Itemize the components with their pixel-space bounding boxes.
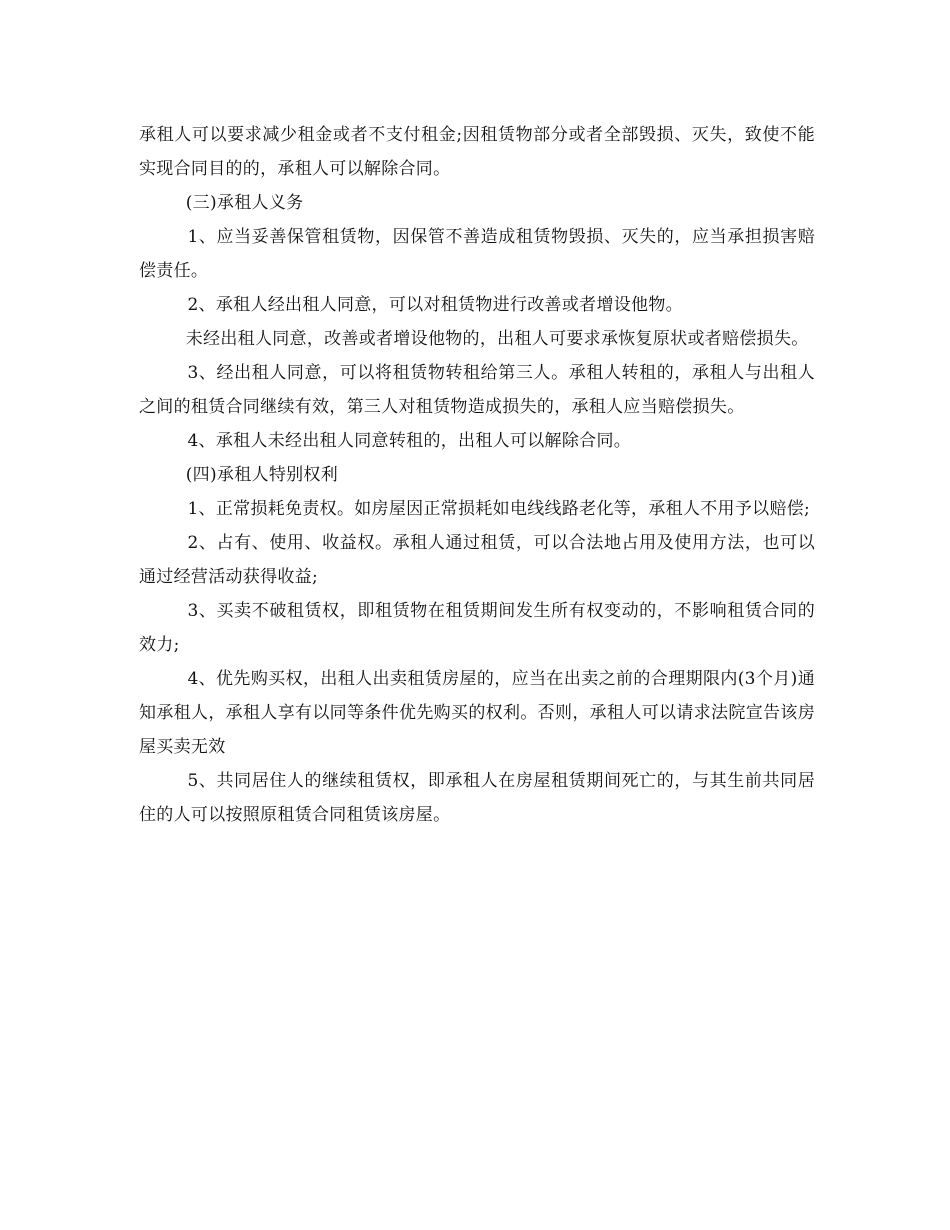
paragraph-item: 未经出租人同意，改善或者增设他物的，出租人可要求承恢复原状或者赔偿损失。	[185, 329, 809, 349]
paragraph-item: 3、买卖不破租赁权，即租赁物在租赁期间发生所有权变动的，不影响租赁合同的效力;	[139, 601, 815, 655]
paragraph-item: 4、优先购买权，出租人出卖租赁房屋的，应当在出卖之前的合理期限内(3个月)通知承租人，承租人享有以同等条件优先购买的权利。否则，承租人可以请求法院宣告该房屋买卖无效	[139, 669, 815, 757]
section-heading-special-rights: (四)承租人特别权利	[185, 465, 339, 485]
paragraph-item: 1、应当妥善保管租赁物，因保管不善造成租赁物毁损、灭失的，应当承担损害赔偿责任。	[139, 227, 815, 281]
paragraph-item: 4、承租人未经出租人同意转租的，出租人可以解除合同。	[187, 431, 632, 451]
paragraph-item: 3、经出租人同意，可以将租赁物转租给第三人。承租人转租的，承租人与出租人之间的租赁合同继续有效，第三人对租赁物造成损失的，承租人应当赔偿损失。	[139, 363, 815, 417]
paragraph-item: 1、正常损耗免责权。如房屋因正常损耗如电线线路老化等，承租人不用予以赔偿;	[187, 499, 811, 519]
paragraph-item: 2、占有、使用、收益权。承租人通过租赁，可以合法地占用及使用方法，也可以通过经营活动获得收益;	[139, 533, 815, 587]
paragraph-continuation: 承租人可以要求减少租金或者不支付租金;因租赁物部分或者全部毁损、灭失，致使不能实现合同目的的，承租人可以解除合同。	[139, 125, 815, 179]
paragraph-item: 2、承租人经出租人同意，可以对租赁物进行改善或者增设他物。	[187, 295, 683, 315]
paragraph-item: 5、共同居住人的继续租赁权，即承租人在房屋租赁期间死亡的，与其生前共同居住的人可以按照原租赁合同租赁该房屋。	[139, 771, 815, 825]
section-heading-obligations: (三)承租人义务	[185, 193, 304, 213]
document-body	[139, 118, 815, 832]
